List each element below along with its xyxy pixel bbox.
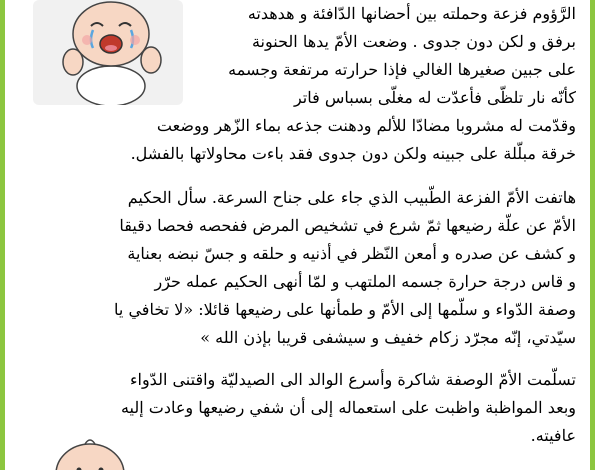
- text-line: و كشف عن صدره و أمعن النّظر في أذنيه و حلقه و جسّ نبضه بعناية: [127, 244, 576, 263]
- story-paragraph-2: [61, 184, 576, 352]
- page-frame-right: [590, 0, 595, 470]
- crying-baby-icon: [33, 0, 183, 105]
- text-line: تسلّمت الأمّ الوصفة شاكرة وأسرع الوالد الى الصيدليّة واقتنى الدّواء: [129, 370, 576, 389]
- text-line: كأنّه نار تلظّى فأعدّت له مغلّى بسباس فاتر: [293, 88, 576, 107]
- crying-baby-illustration: [33, 0, 183, 105]
- story-paragraph-3: [61, 366, 576, 450]
- text-line: الأمّ عن علّة رضيعها ثمّ شرع في تشخيص المرض ففحصه فحصا دقيقا: [119, 216, 576, 235]
- text-line: عافيته.: [530, 426, 576, 445]
- document-page: [5, 0, 590, 470]
- baby-face-illustration: [45, 432, 135, 470]
- story-paragraph-1: [181, 0, 576, 112]
- text-line: هاتفت الأمّ الفزعة الطّبيب الذي جاء على جناح السرعة. سأل الحكيم: [127, 188, 576, 207]
- text-line: خرقة مبلّلة على جبينه ولكن دون جدوى فقد باءت محاولاتها بالفشل.: [130, 144, 576, 163]
- story-paragraph-1-continued: [61, 112, 576, 168]
- text-line: على جبين صغيرها الغالي فإذا حرارته مرتفعة وجسمه: [228, 60, 576, 79]
- text-line: وبعد المواظبة واظبت على استعماله إلى أن شفي رضيعها وعادت إليه: [120, 398, 576, 417]
- text-line: وصفة الدّواء و سلّمها إلى الأمّ و طمأنها على رضيعها قائلا: «لا تخافي يا: [114, 300, 576, 319]
- text-line: الرَّؤوم فزعة وحملته بين أحضانها الدّافئة و هدهدته: [247, 4, 576, 23]
- text-line: سيّدتي، إنّه مجرّد زكام خفيف و سيشفى قريبا بإذن الله »: [200, 328, 576, 347]
- baby-face-icon: [45, 432, 135, 470]
- text-line: و قاس درجة حرارة جسمه الملتهب و لمّا أنهى الحكيم عمله حرّر: [154, 272, 576, 291]
- text-line: برفق و لكن دون جدوى . وضعت الأمّ يدها الحنونة: [251, 32, 576, 51]
- text-line: وقدّمت له مشروبا مضادّا للألم ودهنت جذعه بماء الزّهر ووضعت: [156, 116, 576, 135]
